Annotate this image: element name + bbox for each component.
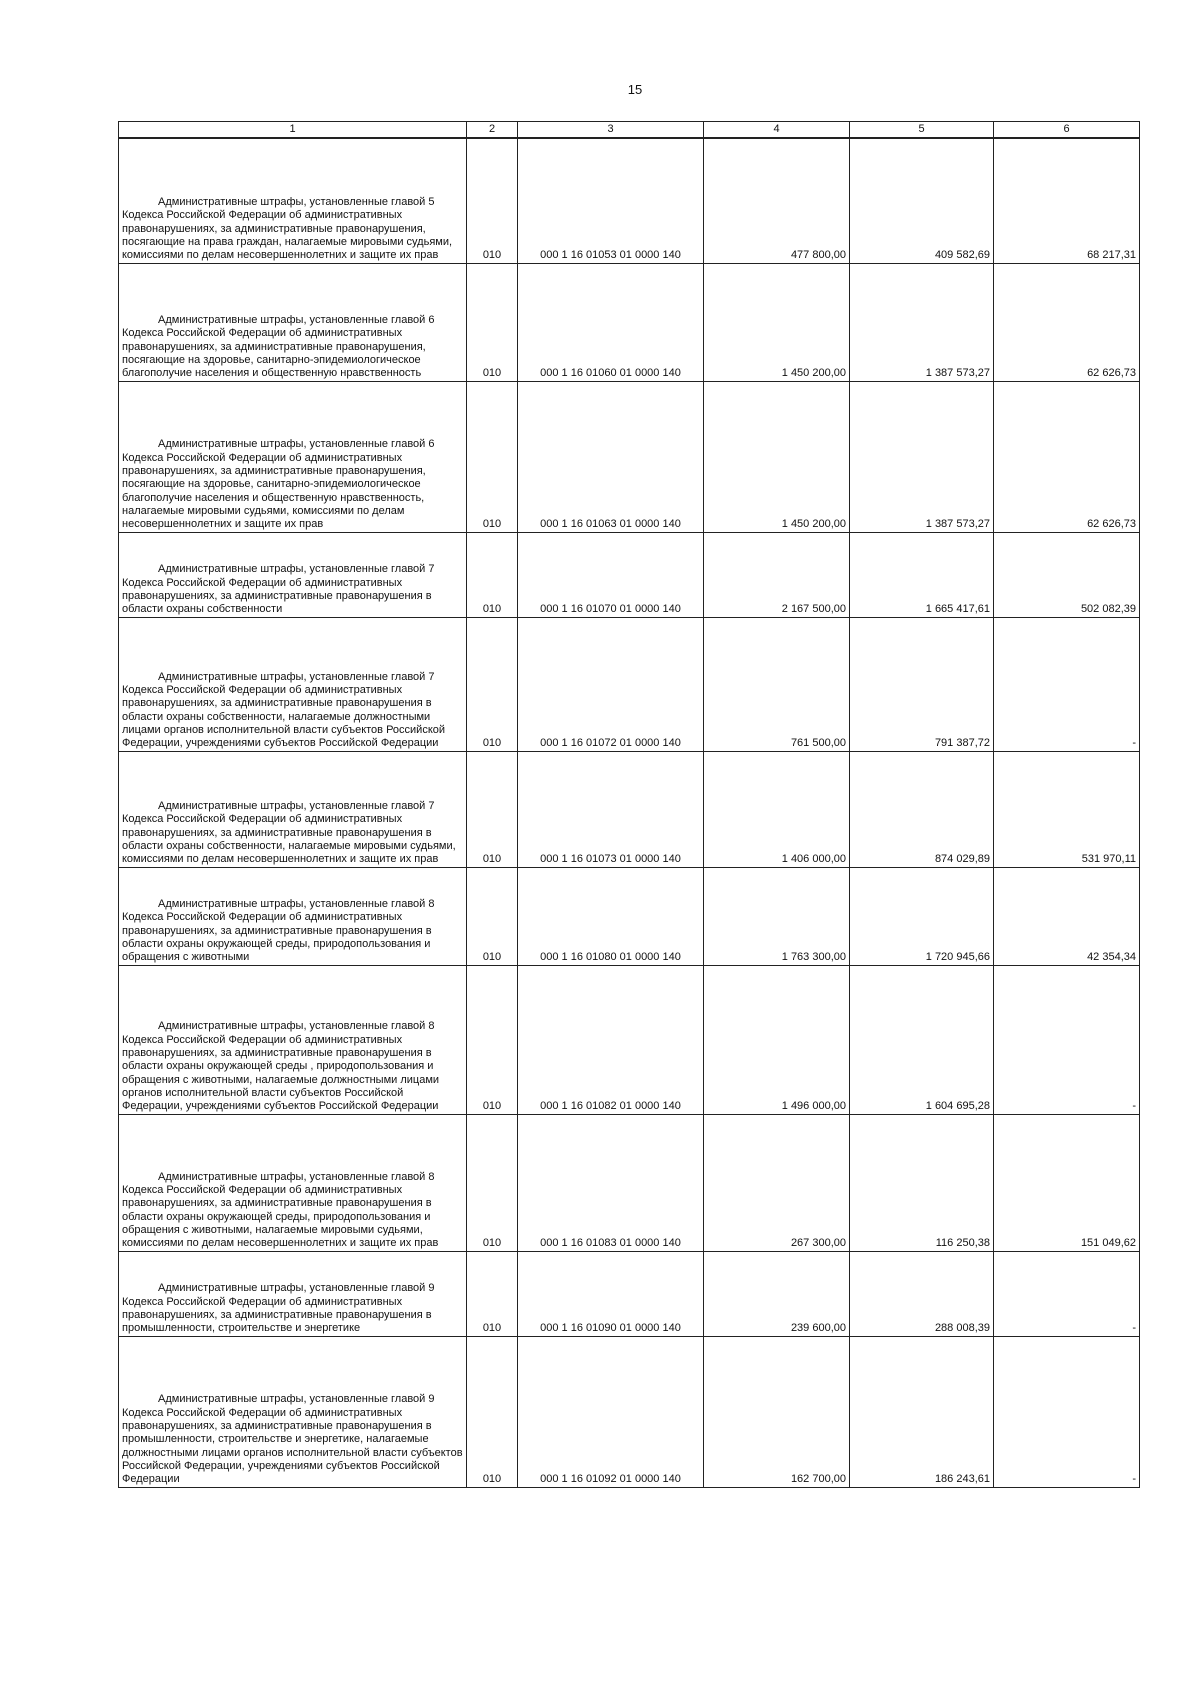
row-approved: 477 800,00: [704, 138, 850, 263]
row-name: Административные штрафы, установленные главой 7 Кодекса Российской Федерации об административных правонарушениях, за административные правонарушения в области охраны собственности: [119, 532, 467, 617]
table-row: [119, 965, 1140, 1114]
table-row: [119, 617, 1140, 751]
row-approved: 239 600,00: [704, 1251, 850, 1336]
header-row: [119, 122, 1140, 139]
row-approved: 267 300,00: [704, 1114, 850, 1251]
row-income-code: 000 1 16 01072 01 0000 140: [518, 617, 704, 751]
row-approved: 1 763 300,00: [704, 867, 850, 965]
row-name: Административные штрафы, установленные главой 7 Кодекса Российской Федерации об административных правонарушениях, за административные правонарушения в области охраны собственности, налагаемые мировыми судьями, комиссиями по делам несовершеннолетних и защите их прав: [119, 751, 467, 867]
row-name: Административные штрафы, установленные главой 5 Кодекса Российской Федерации об административных правонарушениях, за административные правонарушения, посягающие на права граждан, налагаемые мировыми судьями, комиссиями по делам несовершеннолетних и защите их прав: [119, 138, 467, 263]
row-executed: 409 582,69: [850, 138, 994, 263]
row-unexecuted: -: [994, 1336, 1140, 1487]
row-income-code: 000 1 16 01053 01 0000 140: [518, 138, 704, 263]
table-row: [119, 532, 1140, 617]
row-name: Административные штрафы, установленные главой 9 Кодекса Российской Федерации об административных правонарушениях, за административные правонарушения в промышленности, строительстве и энергетике, налагаемые должностными лицами органов исполнительной власти субъектов Российской Федерации, учреждениями субъектов Российской Федерации: [119, 1336, 467, 1487]
row-unexecuted: -: [994, 617, 1140, 751]
table-row: [119, 867, 1140, 965]
row-line-code: 010: [467, 1336, 518, 1487]
row-name: Административные штрафы, установленные главой 6 Кодекса Российской Федерации об административных правонарушениях, за административные правонарушения, посягающие на здоровье, санитарно-эпидемиологическое благополучие населения и общественную нравственность, налагаемые мировыми судьями, комиссиями по делам несовершеннолетних и защите их прав: [119, 381, 467, 532]
row-unexecuted: 68 217,31: [994, 138, 1140, 263]
row-executed: 1 665 417,61: [850, 532, 994, 617]
row-unexecuted: 531 970,11: [994, 751, 1140, 867]
report-table: [118, 121, 1140, 1488]
row-income-code: 000 1 16 01060 01 0000 140: [518, 263, 704, 381]
row-executed: 1 720 945,66: [850, 867, 994, 965]
row-income-code: 000 1 16 01070 01 0000 140: [518, 532, 704, 617]
row-line-code: 010: [467, 263, 518, 381]
row-approved: 1 406 000,00: [704, 751, 850, 867]
row-name: Административные штрафы, установленные главой 9 Кодекса Российской Федерации об административных правонарушениях, за административные правонарушения в промышленности, строительстве и энергетике: [119, 1251, 467, 1336]
row-income-code: 000 1 16 01092 01 0000 140: [518, 1336, 704, 1487]
header-col-1: 1: [119, 122, 467, 139]
table-row: [119, 263, 1140, 381]
row-unexecuted: -: [994, 1251, 1140, 1336]
table-row: [119, 1114, 1140, 1251]
row-income-code: 000 1 16 01090 01 0000 140: [518, 1251, 704, 1336]
row-approved: 1 450 200,00: [704, 263, 850, 381]
row-executed: 1 387 573,27: [850, 381, 994, 532]
row-line-code: 010: [467, 867, 518, 965]
row-line-code: 010: [467, 965, 518, 1114]
table-row: [119, 751, 1140, 867]
row-unexecuted: -: [994, 965, 1140, 1114]
row-executed: 1 604 695,28: [850, 965, 994, 1114]
row-name: Административные штрафы, установленные главой 8 Кодекса Российской Федерации об административных правонарушениях, за административные правонарушения в области охраны окружающей среды, природопользования и обращения с животными, налагаемые мировыми судьями, комиссиями по делам несовершеннолетних и защите их прав: [119, 1114, 467, 1251]
row-executed: 1 387 573,27: [850, 263, 994, 381]
row-unexecuted: 151 049,62: [994, 1114, 1140, 1251]
row-income-code: 000 1 16 01082 01 0000 140: [518, 965, 704, 1114]
row-line-code: 010: [467, 1251, 518, 1336]
row-approved: 1 496 000,00: [704, 965, 850, 1114]
row-approved: 761 500,00: [704, 617, 850, 751]
row-name: Административные штрафы, установленные главой 6 Кодекса Российской Федерации об административных правонарушениях, за административные правонарушения, посягающие на здоровье, санитарно-эпидемиологическое благополучие населения и общественную нравственность: [119, 263, 467, 381]
row-unexecuted: 62 626,73: [994, 381, 1140, 532]
row-unexecuted: 42 354,34: [994, 867, 1140, 965]
row-income-code: 000 1 16 01080 01 0000 140: [518, 867, 704, 965]
table-row: [119, 138, 1140, 263]
row-executed: 791 387,72: [850, 617, 994, 751]
page-number: 15: [627, 82, 643, 97]
row-name: Административные штрафы, установленные главой 8 Кодекса Российской Федерации об административных правонарушениях, за административные правонарушения в области охраны окружающей среды, природопользования и обращения с животными: [119, 867, 467, 965]
row-line-code: 010: [467, 381, 518, 532]
row-executed: 116 250,38: [850, 1114, 994, 1251]
row-unexecuted: 502 082,39: [994, 532, 1140, 617]
row-line-code: 010: [467, 138, 518, 263]
row-line-code: 010: [467, 1114, 518, 1251]
header-col-5: 5: [850, 122, 994, 139]
row-line-code: 010: [467, 532, 518, 617]
header-col-6: 6: [994, 122, 1140, 139]
row-executed: 186 243,61: [850, 1336, 994, 1487]
row-approved: 1 450 200,00: [704, 381, 850, 532]
row-income-code: 000 1 16 01073 01 0000 140: [518, 751, 704, 867]
header-col-4: 4: [704, 122, 850, 139]
row-name: Административные штрафы, установленные главой 7 Кодекса Российской Федерации об административных правонарушениях, за административные правонарушения в области охраны собственности, налагаемые должностными лицами органов исполнительной власти субъектов Российской Федерации, учреждениями субъектов Российской Федерации: [119, 617, 467, 751]
row-executed: 288 008,39: [850, 1251, 994, 1336]
table-row: [119, 1251, 1140, 1336]
row-executed: 874 029,89: [850, 751, 994, 867]
row-name: Административные штрафы, установленные главой 8 Кодекса Российской Федерации об административных правонарушениях, за административные правонарушения в области охраны окружающей среды , природопользования и обращения с животными, налагаемые должностными лицами органов исполнительной власти субъектов Российской Федерации, учреждениями субъектов Российской Федерации: [119, 965, 467, 1114]
row-unexecuted: 62 626,73: [994, 263, 1140, 381]
row-approved: 162 700,00: [704, 1336, 850, 1487]
row-approved: 2 167 500,00: [704, 532, 850, 617]
header-col-2: 2: [467, 122, 518, 139]
table-row: [119, 1336, 1140, 1487]
row-line-code: 010: [467, 751, 518, 867]
header-col-3: 3: [518, 122, 704, 139]
row-income-code: 000 1 16 01063 01 0000 140: [518, 381, 704, 532]
table-row: [119, 381, 1140, 532]
row-income-code: 000 1 16 01083 01 0000 140: [518, 1114, 704, 1251]
row-line-code: 010: [467, 617, 518, 751]
table-body: [119, 138, 1140, 1487]
